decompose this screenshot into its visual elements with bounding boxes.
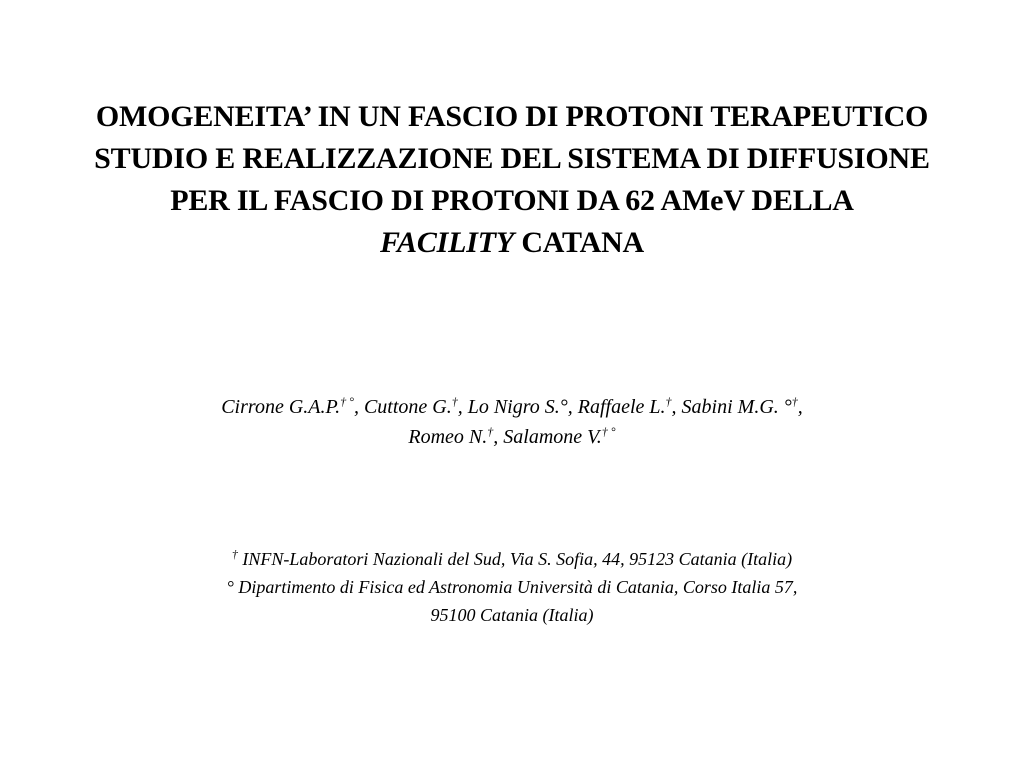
author-cirrone-affil: † °: [340, 394, 354, 409]
author-salamone: , Salamone V.: [493, 426, 602, 448]
document-title: [0, 96, 1024, 264]
title-facility-word: FACILITY: [380, 226, 515, 259]
authors-line-2: [0, 422, 1024, 452]
author-romeo-affil: †: [487, 424, 494, 439]
author-list: [0, 392, 1024, 452]
title-catana-word: CATANA: [514, 226, 644, 259]
title-line-2: STUDIO E REALIZZAZIONE DEL SISTEMA DI DIFFUSIONE: [94, 142, 930, 175]
author-cuttone-affil: †: [451, 394, 458, 409]
authors-line-1: [0, 392, 1024, 422]
author-cuttone: , Cuttone G.: [353, 396, 452, 418]
title-line-3: PER IL FASCIO DI PROTONI DA 62 AMeV DELLA: [170, 184, 854, 217]
author-romeo: Romeo N.: [408, 426, 488, 448]
affiliation-infn: [0, 545, 1024, 573]
author-raffaele-affil: †: [665, 394, 672, 409]
author-sabini: , Sabini M.G. °: [671, 396, 792, 418]
title-line-4: [0, 222, 1024, 264]
affiliation-university: ° Dipartimento di Fisica ed Astronomia Università di Catania, Corso Italia 57,: [226, 577, 798, 597]
author-cirrone: Cirrone G.A.P.: [221, 396, 341, 418]
affiliation-infn-text: INFN-Laboratori Nazionali del Sud, Via S. Sofia, 44, 95123 Catania (Italia): [237, 549, 793, 569]
author-salamone-affil: † °: [601, 424, 616, 439]
author-lonigro-raffaele: , Lo Nigro S.°, Raffaele L.: [457, 396, 666, 418]
affiliation-infn-mark: †: [231, 547, 238, 561]
affiliation-list: [0, 545, 1024, 629]
author-sabini-comma: ,: [797, 396, 803, 418]
title-line-1: OMOGENEITA’ IN UN FASCIO DI PROTONI TERAPEUTICO: [95, 100, 929, 133]
author-sabini-affil: †: [791, 394, 798, 409]
affiliation-university-address: 95100 Catania (Italia): [430, 605, 594, 625]
